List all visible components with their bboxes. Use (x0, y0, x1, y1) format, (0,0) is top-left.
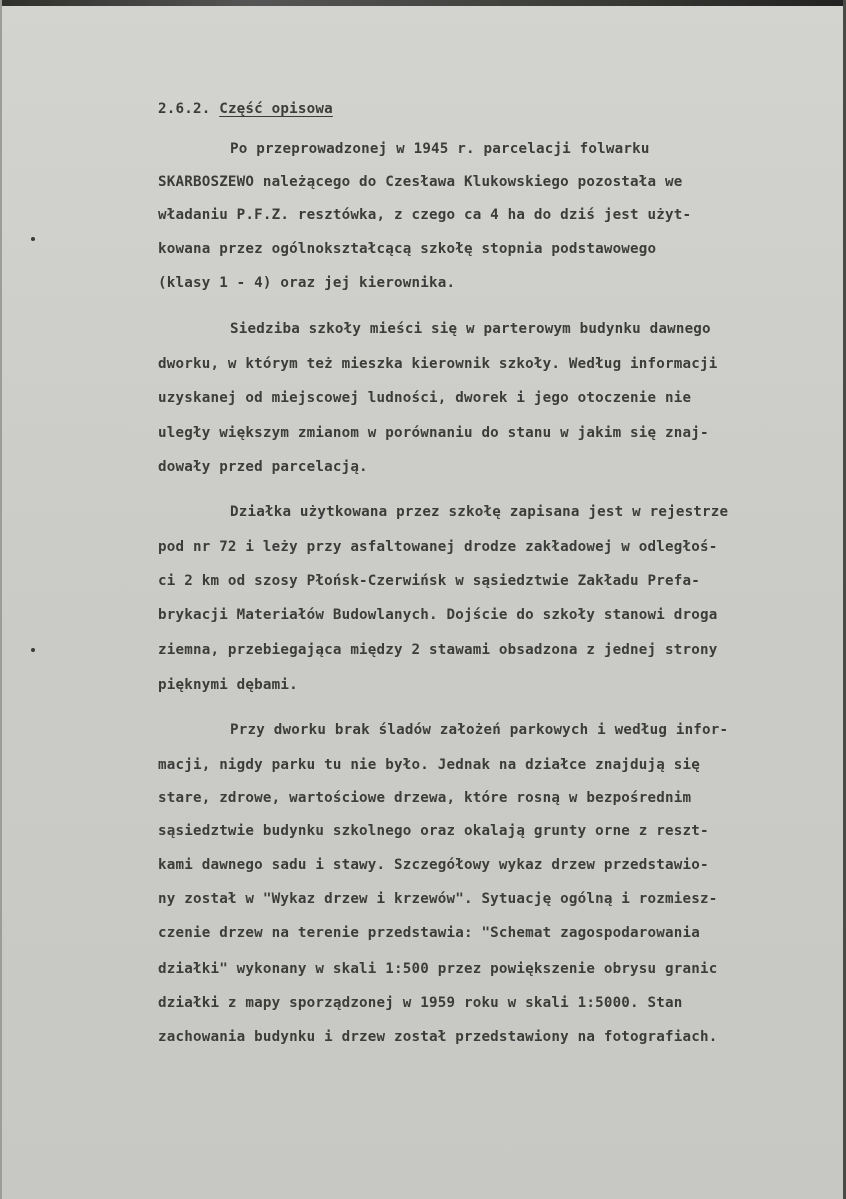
paragraph-4-line-8: działki" wykonany w skali 1:500 przez powiększenie obrysu granic (158, 961, 718, 977)
paragraph-4-line-4: sąsiedztwie budynku szkolnego oraz okalają grunty orne z reszt- (158, 823, 709, 839)
paragraph-4-line-1: Przy dworku brak śladów założeń parkowych i według infor- (230, 722, 729, 738)
paragraph-2-line-4: uległy większym zmianom w porównaniu do stanu w jakim się znaj- (158, 425, 709, 441)
paragraph-1-line-4: kowana przez ogólnokształcącą szkołę stopnia podstawowego (158, 241, 657, 257)
paragraph-2-line-5: dowały przed parcelacją. (158, 459, 368, 475)
section-number: 2.6.2. (158, 101, 211, 117)
section-title: Część opisowa (219, 101, 333, 117)
paragraph-3-line-1: Działka użytkowana przez szkołę zapisana jest w rejestrze (230, 504, 729, 520)
paragraph-4-line-3: stare, zdrowe, wartościowe drzewa, które rosną w bezpośrednim (158, 790, 692, 806)
paragraph-1-line-3: władaniu P.F.Z. resztówka, z czego ca 4 ha do dziś jest użyt- (158, 207, 692, 223)
paragraph-4-line-10: zachowania budynku i drzew został przedstawiony na fotografiach. (158, 1029, 718, 1045)
paragraph-3-line-4: brykacji Materiałów Budowlanych. Dojście do szkoły stanowi droga (158, 607, 718, 623)
paragraph-4-line-2: macji, nigdy parku tu nie było. Jednak na działce znajdują się (158, 757, 700, 773)
paragraph-3-line-5: ziemna, przebiegająca między 2 stawami obsadzona z jednej strony (158, 642, 718, 658)
paragraph-4-line-7: czenie drzew na terenie przedstawia: "Schemat zagospodarowania (158, 925, 700, 941)
section-heading (158, 100, 333, 118)
paragraph-4-line-9: działki z mapy sporządzonej w 1959 roku w skali 1:5000. Stan (158, 995, 683, 1011)
paragraph-2-line-1: Siedziba szkoły mieści się w parterowym budynku dawnego (230, 321, 711, 337)
paragraph-2-line-2: dworku, w którym też mieszka kierownik szkoły. Według informacji (158, 356, 718, 372)
paragraph-2-line-3: uzyskanej od miejscowej ludności, dworek i jego otoczenie nie (158, 390, 692, 406)
paragraph-3-line-2: pod nr 72 i leży przy asfaltowanej drodze zakładowej w odległoś- (158, 539, 718, 555)
paragraph-4-line-6: ny został w "Wykaz drzew i krzewów". Sytuację ogólną i rozmiesz- (158, 891, 718, 907)
paragraph-3-line-6: pięknymi dębami. (158, 677, 298, 693)
paragraph-4-line-5: kami dawnego sadu i stawy. Szczegółowy wykaz drzew przedstawio- (158, 857, 709, 873)
paragraph-1-line-1: Po przeprowadzonej w 1945 r. parcelacji folwarku (230, 141, 650, 157)
paragraph-1-line-2: SKARBOSZEWO należącego do Czesława Klukowskiego pozostała we (158, 174, 683, 190)
paragraph-3-line-3: ci 2 km od szosy Płońsk-Czerwińsk w sąsiedztwie Zakładu Prefa- (158, 573, 700, 589)
punch-hole-mark (31, 648, 35, 652)
paragraph-1-line-5: (klasy 1 - 4) oraz jej kierownika. (158, 275, 456, 291)
